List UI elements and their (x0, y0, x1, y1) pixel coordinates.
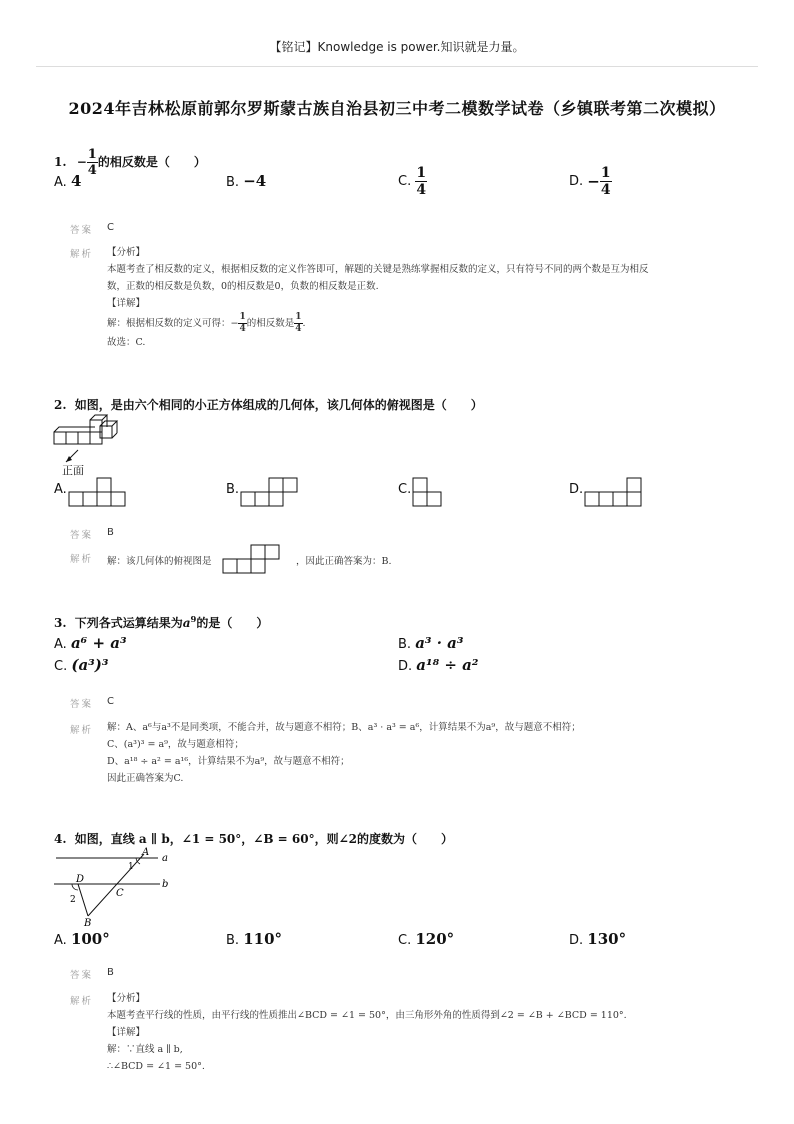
q4-option-b[interactable]: B. 110° (226, 930, 283, 948)
q1-option-b[interactable]: B. −4 (226, 172, 267, 190)
q1-option-d[interactable]: D. − $\frac{1}{4}$ (569, 165, 611, 198)
q2-answer-label: 答案 (70, 530, 94, 541)
q3-option-a[interactable]: A. a⁶ + a³ (54, 634, 127, 652)
q4-analysis-label: 解析 (70, 996, 94, 1007)
q3-option-b[interactable]: B. a³ · a³ (398, 634, 464, 652)
q2-option-c[interactable]: C. (398, 482, 412, 497)
q4-explanation: 【分析】 本题考查平行线的性质，由平行线的性质推出∠BCD = ∠1 = 50°，由三角形外角的性质得到∠2 = ∠B + ∠BCD = 110°. 【详解】 解：∵直线 a ∥ b, ∴∠BCD = ∠1 = 50°. (107, 993, 627, 1072)
q2-answer: B (107, 527, 114, 538)
q4-figure-parallel-lines (50, 846, 180, 928)
q4-option-d[interactable]: D. 130° (569, 930, 627, 948)
q3-answer-label: 答案 (70, 699, 94, 710)
svg-text:B: B (84, 918, 92, 929)
q1-explanation: 【分析】 本题考查了相反数的定义，根据相反数的定义作答即可，解题的关键是熟练掌握相反数的定义，只有符号不同的两个数是互为相反 数，正数的相反数是负数，0的相反数是0，负数的相反数是正数. 【详解】 解：根据相反数的定义可得：− $\frac{1}{4}$ 的相反数是 $\frac{1}{4}$ . 故选：C. (107, 247, 649, 348)
header-divider (36, 66, 758, 67)
svg-text:C: C (116, 888, 124, 899)
q2-figure-cubes (50, 410, 120, 480)
q2-option-b[interactable]: B. (226, 482, 240, 497)
q4-option-c[interactable]: C. 120° (398, 930, 455, 948)
q4-answer-label: 答案 (70, 970, 94, 981)
question-1-stem: 1. − $\frac{1}{4}$ 的相反数是（ ） (54, 147, 206, 178)
q2-option-d[interactable]: D. (569, 482, 584, 497)
q3-answer: C (107, 696, 114, 707)
svg-text:A: A (142, 847, 150, 858)
svg-text:D: D (76, 874, 85, 885)
q1-answer: C (107, 222, 114, 233)
question-2-stem: 2. 如图，是由六个相同的小正方体组成的几何体，该几何体的俯视图是（ ） (54, 398, 483, 412)
question-4-stem: 4. 如图，直线 a ∥ b，∠1 = 50°，∠B = 60°，则∠2的度数为（ ） (54, 832, 453, 846)
q3-analysis-label: 解析 (70, 725, 94, 736)
svg-text:a: a (162, 853, 168, 864)
q2-option-a-figure (68, 478, 128, 508)
q4-answer: B (107, 967, 114, 978)
q2-explanation-figure (222, 545, 282, 575)
question-3-stem: 3. 下列各式运算结果为$a^9$的是（ ） (54, 614, 269, 630)
q1-answer-label: 答案 (70, 225, 94, 236)
q4-option-a[interactable]: A. 100° (54, 930, 110, 948)
question-1-fraction: $\frac{1}{4}$ (87, 147, 97, 178)
q2-front-label: 正面 (62, 464, 84, 477)
q3-option-d[interactable]: D. a¹⁸ ÷ a² (398, 656, 479, 674)
q2-option-d-figure (584, 478, 644, 508)
svg-text:2: 2 (70, 895, 76, 905)
q2-option-a[interactable]: A. (54, 482, 67, 497)
svg-text:1: 1 (128, 862, 134, 872)
q3-explanation: 解：A、a⁶与a³不是同类项，不能合并，故与题意不相符；B、a³ · a³ = a⁶，计算结果不为a⁹，故与题意不相符； C、(a³)³ = a⁹，故与题意相符； D、a¹⁸ ÷ a² = a¹⁶，计算结果不为a⁹，故与题意不相符； 因此正确答案为C. (107, 722, 581, 784)
q2-option-c-figure (412, 478, 446, 508)
q2-option-b-figure (240, 478, 300, 508)
q3-option-c[interactable]: C. (a³)³ (54, 656, 109, 674)
exam-title: 2024年吉林松原前郭尔罗斯蒙古族自治县初三中考二模数学试卷（乡镇联考第二次模拟） (68, 99, 726, 118)
q2-analysis-label: 解析 (70, 554, 94, 565)
q2-explanation-a: 解：该几何体的俯视图是 (107, 556, 212, 567)
q1-option-c[interactable]: C. $\frac{1}{4}$ (398, 165, 427, 198)
q1-analysis-label: 解析 (70, 249, 94, 260)
header-note: 【铭记】Knowledge is power.知识就是力量。 (269, 40, 525, 54)
q2-explanation-b: ，因此正确答案为：B. (296, 556, 392, 567)
q1-option-a[interactable]: A. 4 (54, 172, 82, 190)
svg-text:b: b (162, 879, 169, 890)
